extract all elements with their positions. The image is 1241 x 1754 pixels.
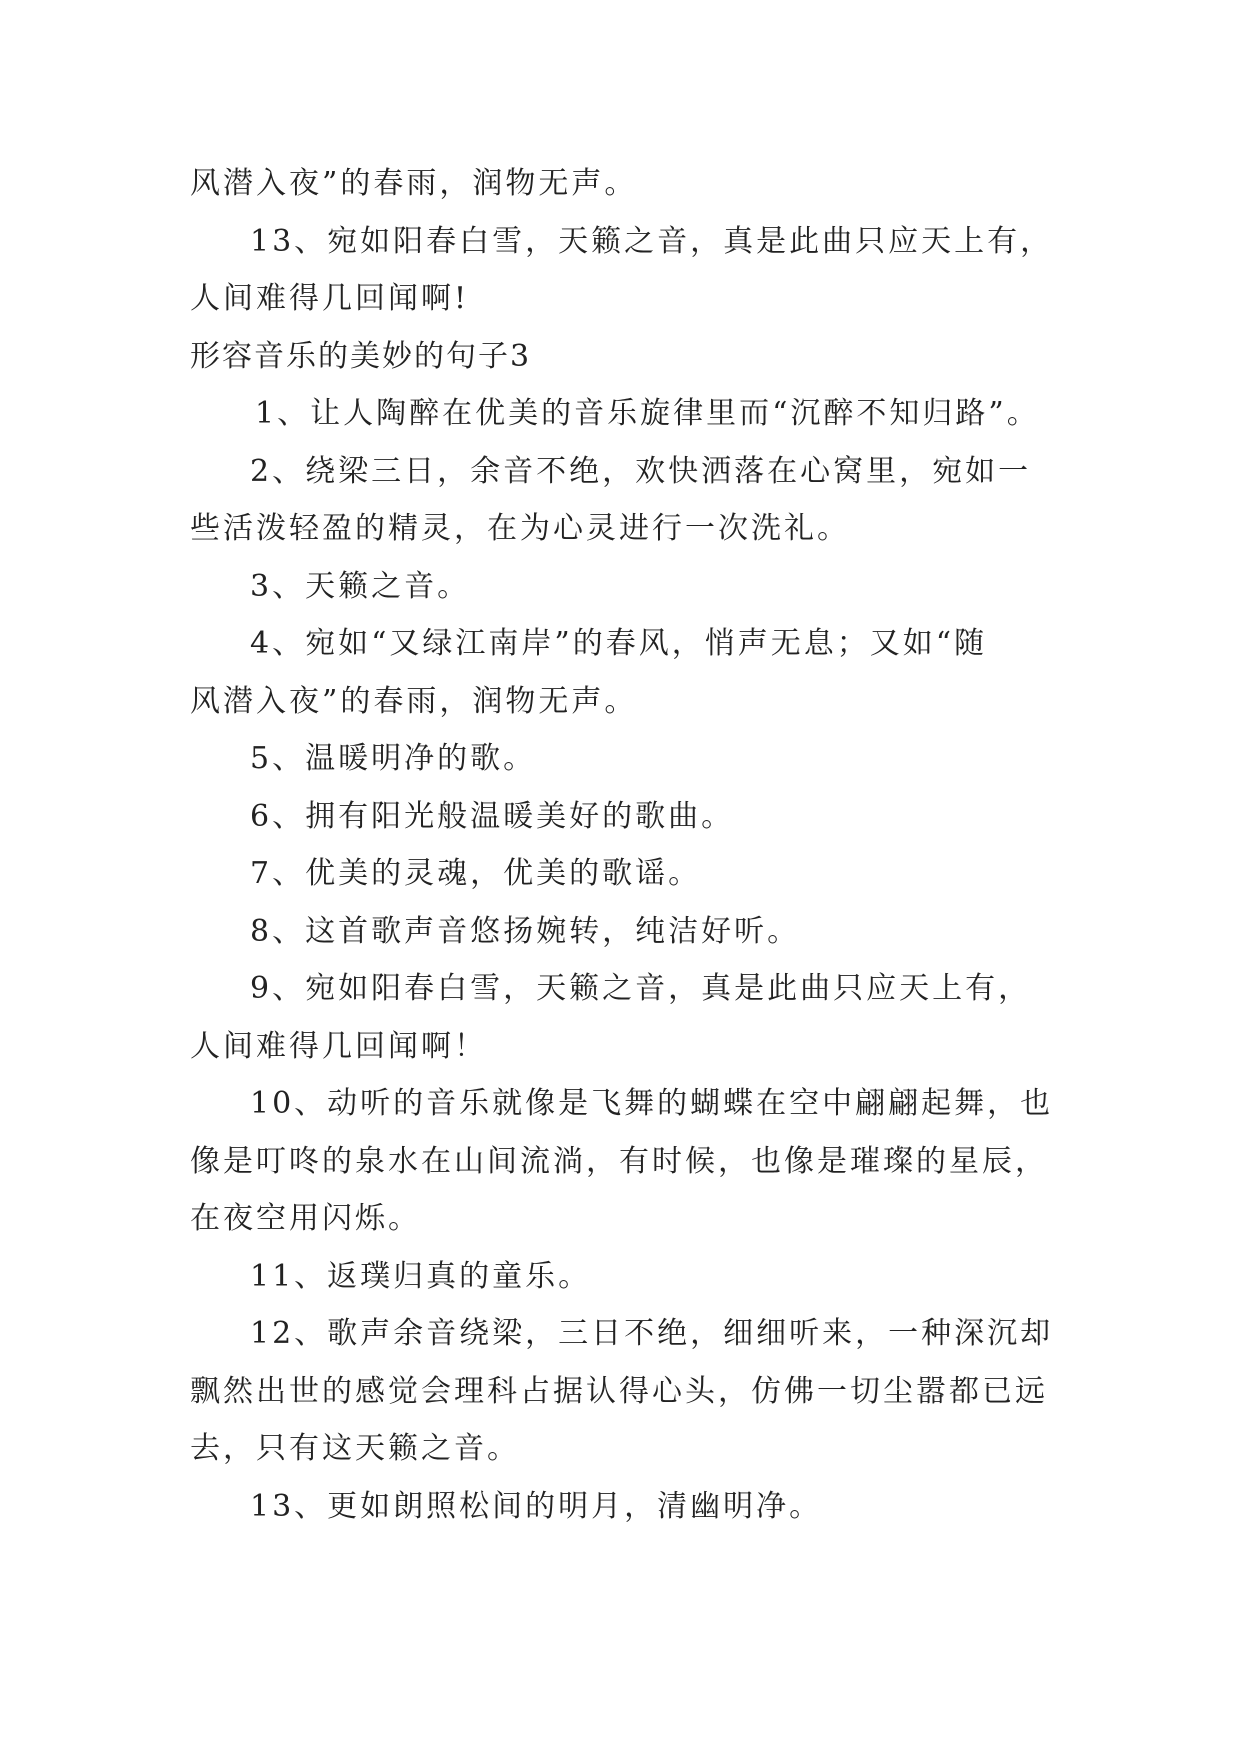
paragraph-line: 9、宛如阳春白雪，天籁之音，真是此曲只应天上有，	[250, 971, 1032, 1006]
paragraph-line: 3、天籁之音。	[250, 568, 471, 604]
paragraph-line: 2、绕梁三日，余音不绝，欢快洒落在心窝里，宛如一	[250, 453, 1032, 489]
paragraph-line: 些活泼轻盈的精灵，在为心灵进行一次洗礼。	[190, 511, 850, 546]
paragraph-line: 10、动听的音乐就像是飞舞的蝴蝶在空中翩翩起舞，也	[250, 1086, 1054, 1121]
paragraph-line: 8、这首歌声音悠扬婉转，纯洁好听。	[250, 913, 801, 949]
paragraph-line: 7、优美的灵魂，优美的歌谣。	[250, 856, 702, 891]
paragraph-line: 5、温暖明净的歌。	[250, 741, 537, 776]
section-heading: 形容音乐的美妙的句子3	[190, 338, 532, 374]
paragraph-line: 在夜空用闪烁。	[190, 1201, 421, 1236]
paragraph-line: 像是叮咚的泉水在山间流淌，有时候，也像是璀璨的星辰，	[190, 1143, 1048, 1179]
paragraph-line: 4、宛如“又绿江南岸”的春风，悄声无息；又如“随	[250, 626, 988, 661]
document-body	[190, 155, 1070, 1535]
paragraph-line: 13、更如朗照松间的明月，清幽明净。	[250, 1488, 823, 1524]
paragraph-line: 13、宛如阳春白雪，天籁之音，真是此曲只应天上有，	[250, 223, 1054, 259]
paragraph-line: 风潜入夜”的春雨，润物无声。	[190, 683, 638, 719]
paragraph-line: 风潜入夜”的春雨，润物无声。	[190, 166, 638, 201]
paragraph-line: 11、返璞归真的童乐。	[250, 1258, 592, 1294]
paragraph-line: 飘然出世的感觉会理科占据认得心头，仿佛一切尘嚣都已远	[190, 1373, 1048, 1409]
paragraph-line: 人间难得几回闻啊！	[190, 1028, 487, 1064]
paragraph-line: 12、歌声余音绕梁，三日不绝，细细听来，一种深沉却	[250, 1316, 1054, 1351]
paragraph-line: 人间难得几回闻啊!	[190, 281, 470, 316]
paragraph-line: 6、拥有阳光般温暖美好的歌曲。	[250, 798, 735, 834]
paragraph-line: 1、让人陶醉在优美的音乐旋律里而“沉醉不知归路”。	[255, 396, 1040, 431]
paragraph-line: 去，只有这天籁之音。	[190, 1431, 520, 1466]
